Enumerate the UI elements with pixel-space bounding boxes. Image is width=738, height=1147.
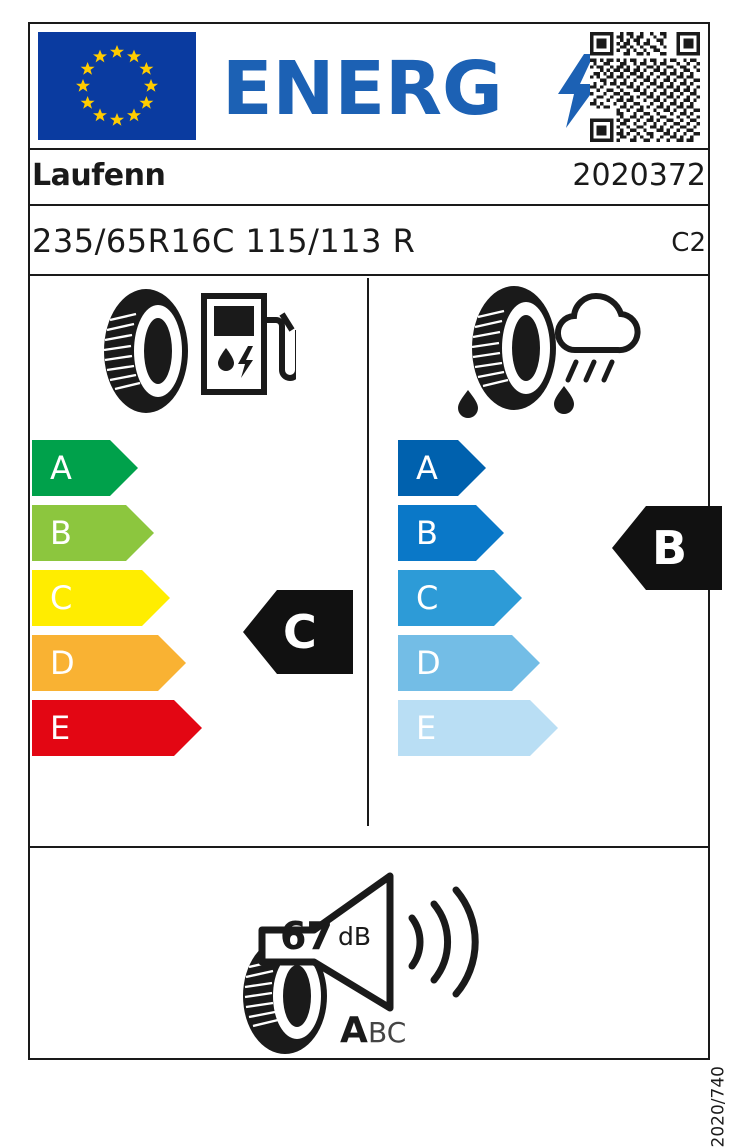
fuel-grade-A-letter: A [50,449,72,487]
model-code: 2020372 [572,158,706,193]
tyre-wet-icon [458,286,574,418]
wet-grade-E-letter: E [416,709,437,747]
noise-class-rest: BC [368,1016,407,1049]
noise-unit: dB [338,922,372,951]
wet-grade-scale [398,440,718,765]
noise-value: 67 [280,914,333,958]
wet-grade-A [398,440,718,496]
tyre-icon [104,289,188,413]
fuel-grade-B [32,505,352,561]
fuel-rating-marker [243,590,353,674]
fuel-grade-B-letter: B [50,514,72,552]
noise-class: A [340,1010,368,1051]
wet-grade-D [398,635,718,691]
wet-rating-marker [612,506,722,590]
rain-cloud-icon [558,296,638,380]
tyre-class: C2 [671,228,706,258]
fuel-grade-D-letter: D [50,644,75,682]
fuel-pump-icon [204,296,296,392]
fuel-grade-E [32,700,352,756]
fuel-grade-A [32,440,352,496]
wet-grade-B-letter: B [416,514,438,552]
regulation-code: 2020/740 [708,1066,728,1147]
qr-code-icon [590,32,700,142]
noise-group [230,866,520,1056]
fuel-grade-E-letter: E [50,709,71,747]
divider-size [30,274,708,276]
fuel-grade-C-letter: C [50,579,73,617]
tyre-size: 235/65R16C 115/113 R [32,222,416,260]
wet-grade-D-letter: D [416,644,441,682]
brand-name: Laufenn [32,158,166,193]
eu-flag-stars [38,32,196,140]
wet-grade-E [398,700,718,756]
divider-noise [30,846,708,848]
wet-grade-C-letter: C [416,579,439,617]
fuel-pictogram-group [96,286,296,416]
vertical-divider [367,278,369,826]
wet-rating-letter: B [652,521,688,575]
wet-grade-A-letter: A [416,449,438,487]
fuel-rating-letter: C [283,605,317,659]
divider-top [30,148,708,150]
eu-flag-icon [38,32,196,140]
energy-wordmark: ENERG [222,46,503,132]
label-header [30,24,708,148]
wet-pictogram-group [452,286,652,420]
divider-brand [30,204,708,206]
